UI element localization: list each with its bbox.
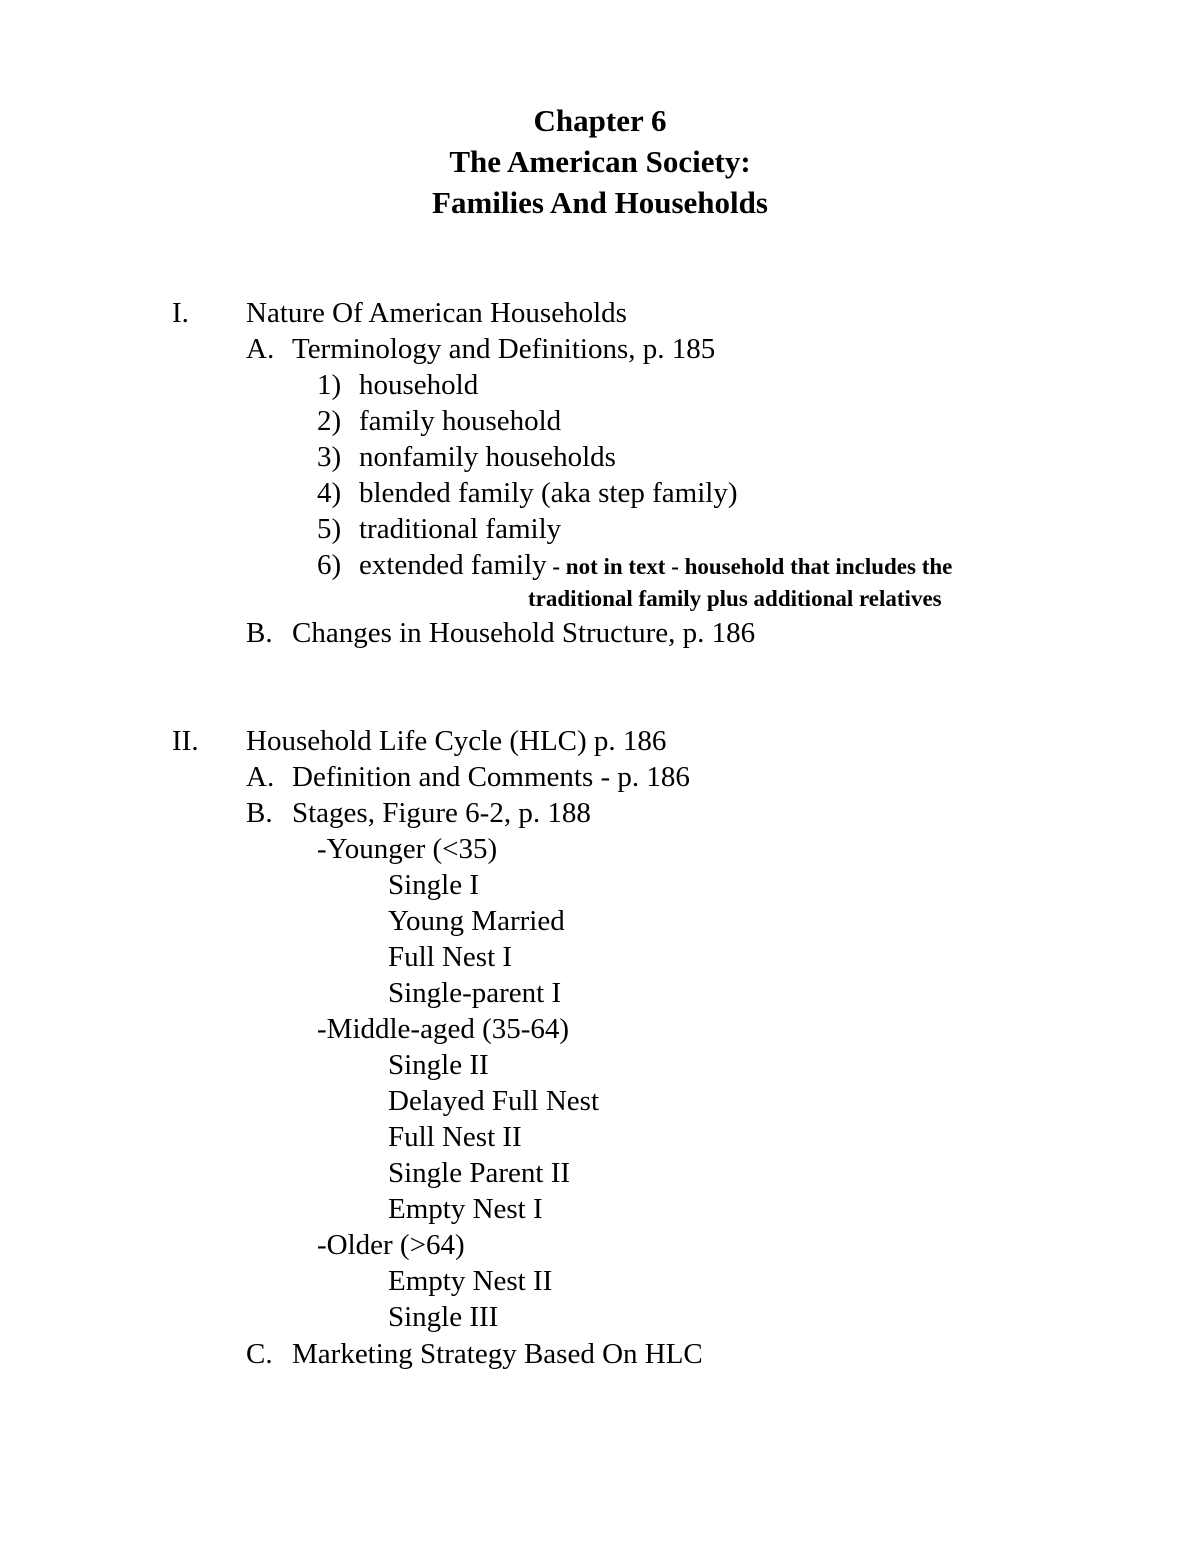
- stage-item: Empty Nest I: [388, 1193, 543, 1225]
- subsection-letter: A.: [246, 333, 275, 365]
- subsection-letter: B.: [246, 617, 273, 649]
- age-group-label: -Younger (<35): [317, 833, 498, 865]
- list-item-text: extended family: [359, 549, 547, 581]
- stage-item: Full Nest I: [388, 941, 513, 973]
- list-item-note-continued: traditional family plus additional relatives: [528, 586, 942, 611]
- stage-item: Young Married: [388, 905, 565, 937]
- list-item: nonfamily households: [359, 441, 616, 473]
- list-item-number: 6): [317, 549, 342, 581]
- stage-item: Single II: [388, 1049, 489, 1081]
- subsection-text: Definition and Comments - p. 186: [292, 761, 690, 793]
- stage-item: Delayed Full Nest: [388, 1085, 600, 1117]
- section-numeral: I.: [172, 297, 189, 329]
- chapter-subtitle-2: Families And Households: [432, 185, 768, 220]
- stage-item: Single Parent II: [388, 1157, 571, 1189]
- section-heading: Nature Of American Households: [246, 297, 627, 329]
- subsection-text: Terminology and Definitions, p. 185: [292, 333, 716, 365]
- list-item: [359, 547, 952, 585]
- list-item-number: 3): [317, 441, 342, 473]
- list-item-note: - not in text - household that includes the: [546, 554, 953, 579]
- list-item-number: 1): [317, 369, 342, 401]
- list-item-number: 2): [317, 405, 342, 437]
- stage-item: Empty Nest II: [388, 1265, 553, 1297]
- list-item: household: [359, 369, 479, 401]
- chapter-subtitle: The American Society:: [449, 144, 751, 179]
- stage-item: Single-parent I: [388, 977, 562, 1009]
- subsection-letter: C.: [246, 1338, 273, 1370]
- list-item: family household: [359, 405, 562, 437]
- subsection-text: Changes in Household Structure, p. 186: [292, 617, 756, 649]
- stage-item: Single I: [388, 869, 480, 901]
- list-item-number: 4): [317, 477, 342, 509]
- document-title: [0, 100, 1200, 223]
- subsection-text: Marketing Strategy Based On HLC: [292, 1338, 703, 1370]
- section-numeral: II.: [172, 725, 199, 757]
- stage-item: Full Nest II: [388, 1121, 522, 1153]
- list-item-number: 5): [317, 513, 342, 545]
- subsection-text: Stages, Figure 6-2, p. 188: [292, 797, 591, 829]
- list-item: blended family (aka step family): [359, 477, 738, 509]
- chapter-title: Chapter 6: [533, 103, 667, 138]
- age-group-label: -Middle-aged (35-64): [317, 1013, 570, 1045]
- section-heading: Household Life Cycle (HLC) p. 186: [246, 725, 667, 757]
- list-item: traditional family: [359, 513, 562, 545]
- age-group-label: -Older (>64): [317, 1229, 465, 1261]
- stage-item: Single III: [388, 1301, 499, 1333]
- subsection-letter: A.: [246, 761, 275, 793]
- subsection-letter: B.: [246, 797, 273, 829]
